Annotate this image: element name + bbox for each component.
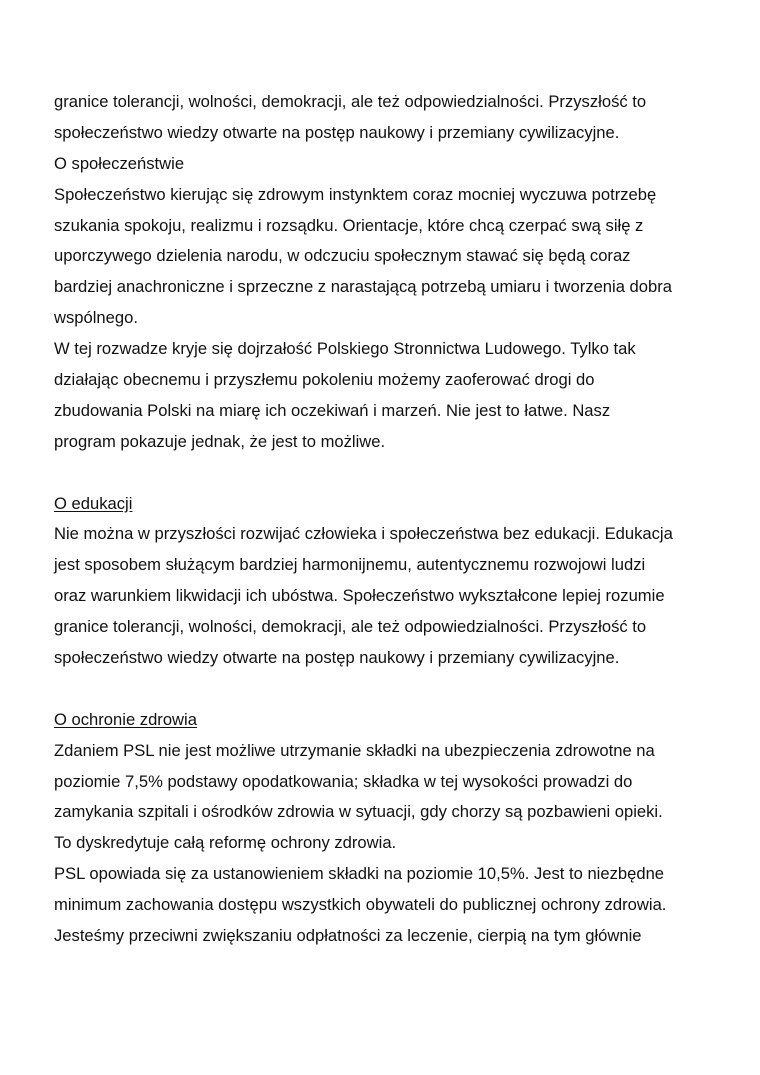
text-line: minimum zachowania dostępu wszystkich obywateli do publicznej ochrony zdrowia. — [54, 895, 667, 915]
text-line: granice tolerancji, wolności, demokracji, ale też odpowiedzialności. Przyszłość to — [54, 92, 647, 111]
text-line: działając obecnemu i przyszłemu pokoleniu możemy zaoferować drogi do — [54, 370, 595, 390]
paragraph-spacer — [54, 674, 734, 705]
text-line: PSL opowiada się za ustanowieniem składki na poziomie 10,5%. Jest to niezbędne — [54, 864, 665, 884]
text-line: poziomie 7,5% podstawy opodatkowania; składka w tej wysokości prowadzi do — [54, 771, 633, 791]
text-line: Zdaniem PSL nie jest możliwe utrzymanie składki na ubezpieczenia zdrowotne na — [54, 740, 655, 760]
text-line: zamykania szpitali i ośrodków zdrowia w sytuacji, gdy chorzy są pozbawieni opieki. — [54, 802, 663, 822]
text-line: granice tolerancji, wolności, demokracji, ale też odpowiedzialności. Przyszłość to — [54, 617, 647, 637]
paragraph-spacer — [54, 458, 734, 489]
section-heading-society: O społeczeństwie — [54, 153, 185, 173]
text-line: szukania spokoju, realizmu i rozsądku. Orientacje, które chcą czerpać swą siłę z — [54, 215, 644, 235]
text-line: Nie można w przyszłości rozwijać człowieka i społeczeństwa bez edukacji. Edukacja — [54, 524, 673, 544]
section-heading-health-text: O ochronie zdrowia — [54, 709, 197, 729]
text-line: W tej rozwadze kryje się dojrzałość Polskiego Stronnictwa Ludowego. Tylko tak — [54, 339, 636, 359]
text-line: uporczywego dzielenia narodu, w odczuciu społecznym stawać się będą coraz — [54, 246, 631, 266]
text-line: bardziej anachroniczne i sprzeczne z narastającą potrzebą umiaru i tworzenia dobra — [54, 277, 672, 297]
section-heading-health — [54, 705, 734, 736]
text-line: jest sposobem służącym bardziej harmonijnemu, autentycznemu rozwojowi ludzi — [54, 555, 646, 575]
text-line: program pokazuje jednak, że jest to możliwe. — [54, 431, 386, 451]
text-line: zbudowania Polski na miarę ich oczekiwań i marzeń. Nie jest to łatwe. Nasz — [54, 400, 611, 420]
text-line: wspólnego. — [54, 308, 138, 328]
document-body — [54, 87, 734, 952]
text-line: Jesteśmy przeciwni zwiększaniu odpłatności za leczenie, cierpią na tym głównie — [54, 926, 642, 946]
text-line: oraz warunkiem likwidacji ich ubóstwa. Społeczeństwo wykształcone lepiej rozumie — [54, 586, 665, 606]
text-line: To dyskredytuje całą reformę ochrony zdrowia. — [54, 833, 397, 853]
text-line: społeczeństwo wiedzy otwarte na postęp naukowy i przemiany cywilizacyjne. — [54, 122, 620, 142]
section-heading-education-text: O edukacji — [54, 493, 133, 513]
text-line: społeczeństwo wiedzy otwarte na postęp naukowy i przemiany cywilizacyjne. — [54, 648, 620, 668]
text-line: Społeczeństwo kierując się zdrowym instynktem coraz mocniej wyczuwa potrzebę — [54, 184, 657, 204]
section-heading-education — [54, 489, 734, 520]
